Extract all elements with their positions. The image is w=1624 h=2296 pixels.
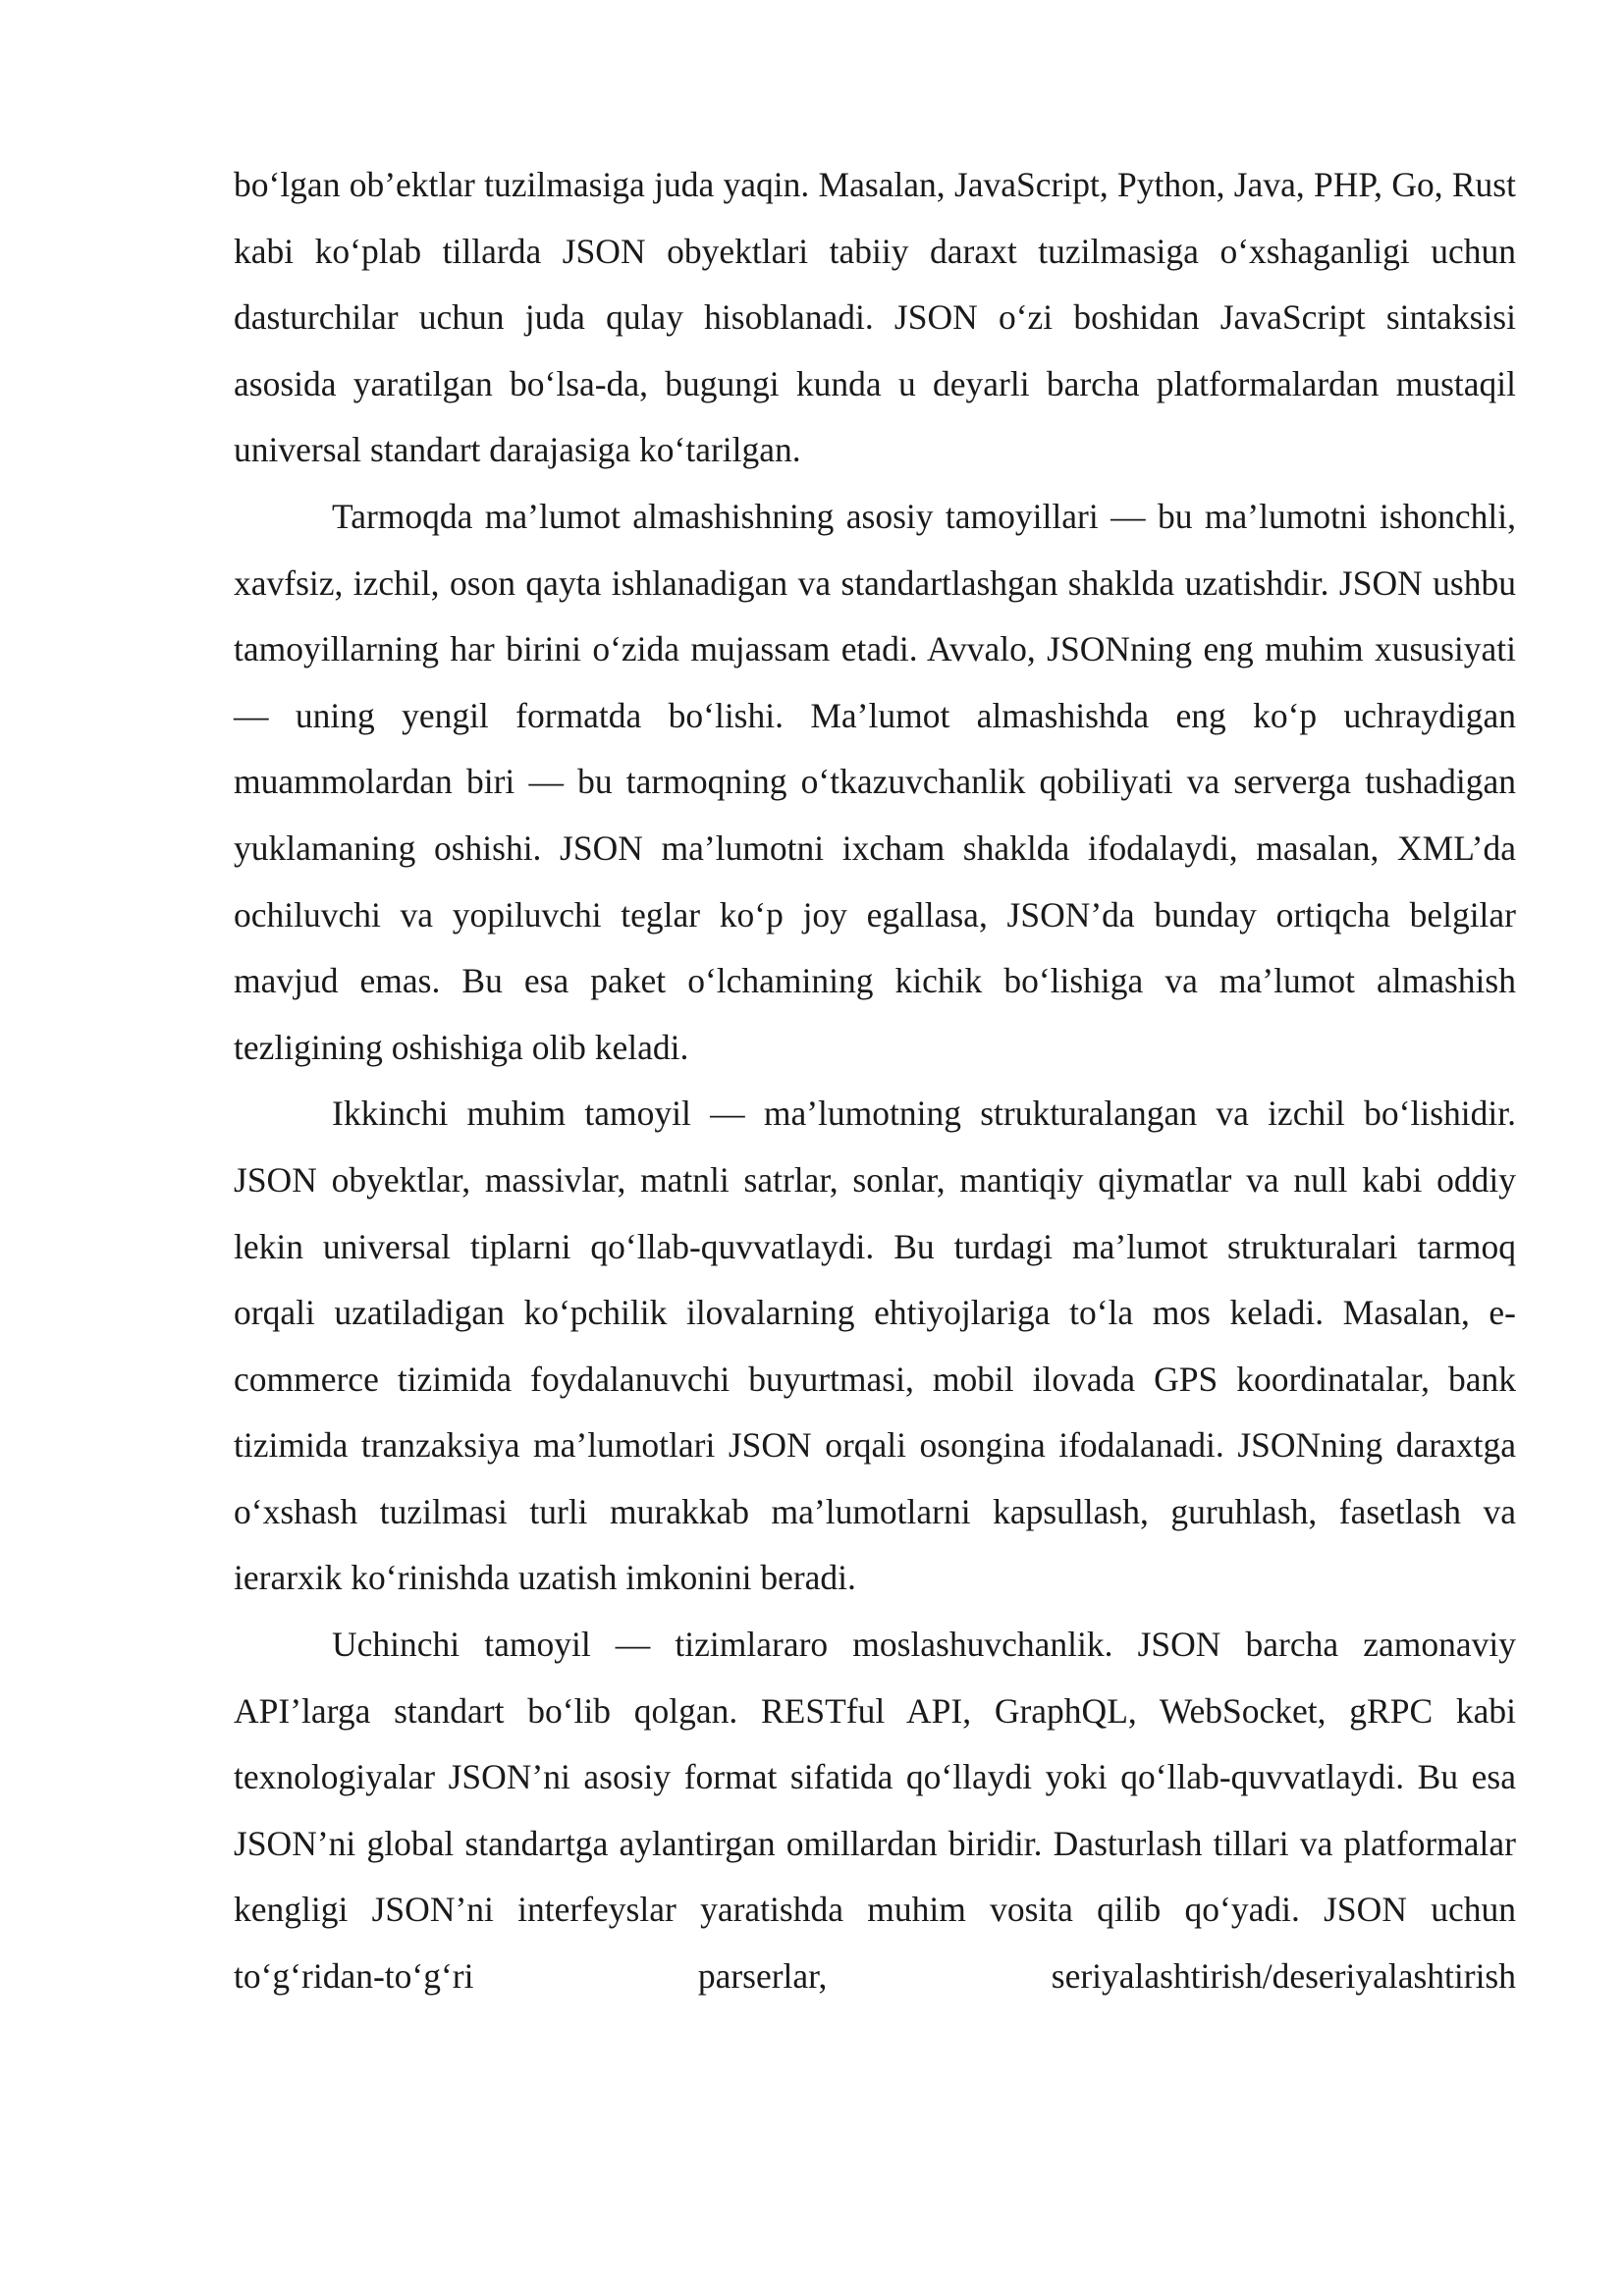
paragraph-4: Uchinchi tamoyil — tizimlararo moslashuvchanlik. JSON barcha zamonaviy API’larga standart bo‘lib qolgan. RESTful API, GraphQL, WebSocket, gRPC kabi texnologiyalar JSON’ni asosiy format sifatida qo‘llaydi yoki qo‘llab-quvvatlaydi. Bu esa JSON’ni global standartga aylantirgan omillardan biridir. Dasturlash tillari va platformalar kengligi JSON’ni interfeyslar yaratishda muhim vosita qilib qo‘yadi. JSON uchun to‘g‘ridan-to‘g‘ri parserlar, seriyalashtirish/deseriyalashtirish [234,1625,1516,1997]
paragraph-3: Ikkinchi muhim tamoyil — ma’lumotning strukturalangan va izchil bo‘lishidir. JSON obyektlar, massivlar, matnli satrlar, sonlar, mantiqiy qiymatlar va null kabi oddiy lekin universal tiplarni qo‘llab-quvvatlaydi. Bu turdagi ma’lumot strukturalari tarmoq orqali uzatiladigan ko‘pchilik ilovalarning ehtiyojlariga to‘la mos keladi. Masalan, e-commerce tizimida foydalanuvchi buyurtmasi, mobil ilovada GPS koordinatalar, bank tizimida tranzaksiya ma’lumotlari JSON orqali osongina ifodalanadi. JSONning daraxtga o‘xshash tuzilmasi turli murakkab ma’lumotlarni kapsullash, guruhlash, fasetlash va ierarxik ko‘rinishda uzatish imkonini beradi. [234,1094,1516,1598]
paragraph-2: Tarmoqda ma’lumot almashishning asosiy tamoyillari — bu ma’lumotni ishonchli, xavfsiz, izchil, oson qayta ishlanadigan va standartlashgan shaklda uzatishdir. JSON ushbu tamoyillarning har birini o‘zida mujassam etadi. Avvalo, JSONning eng muhim xususiyati — uning yengil formatda bo‘lishi. Ma’lumot almashishda eng ko‘p uchraydigan muammolardan biri — bu tarmoqning o‘tkazuvchanlik qobiliyati va serverga tushadigan yuklamaning oshishi. JSON ma’lumotni ixcham shaklda ifodalaydi, masalan, XML’da ochiluvchi va yopiluvchi teglar ko‘p joy egallasa, JSON’da bunday ortiqcha belgilar mavjud emas. Bu esa paket o‘lchamining kichik bo‘lishiga va ma’lumot almashish tezligining oshishiga olib keladi. [234,496,1516,1067]
document-body [234,152,1516,2010]
paragraph-1: bo‘lgan ob’ektlar tuzilmasiga juda yaqin. Masalan, JavaScript, Python, Java, PHP, Go, Rust kabi ko‘plab tillarda JSON obyektlari tabiiy daraxt tuzilmasiga o‘xshaganligi uchun dasturchilar uchun juda qulay hisoblanadi. JSON o‘zi boshidan JavaScript sintaksisi asosida yaratilgan bo‘lsa-da, bugungi kunda u deyarli barcha platformalardan mustaqil universal standart darajasiga ko‘tarilgan. [234,165,1516,470]
